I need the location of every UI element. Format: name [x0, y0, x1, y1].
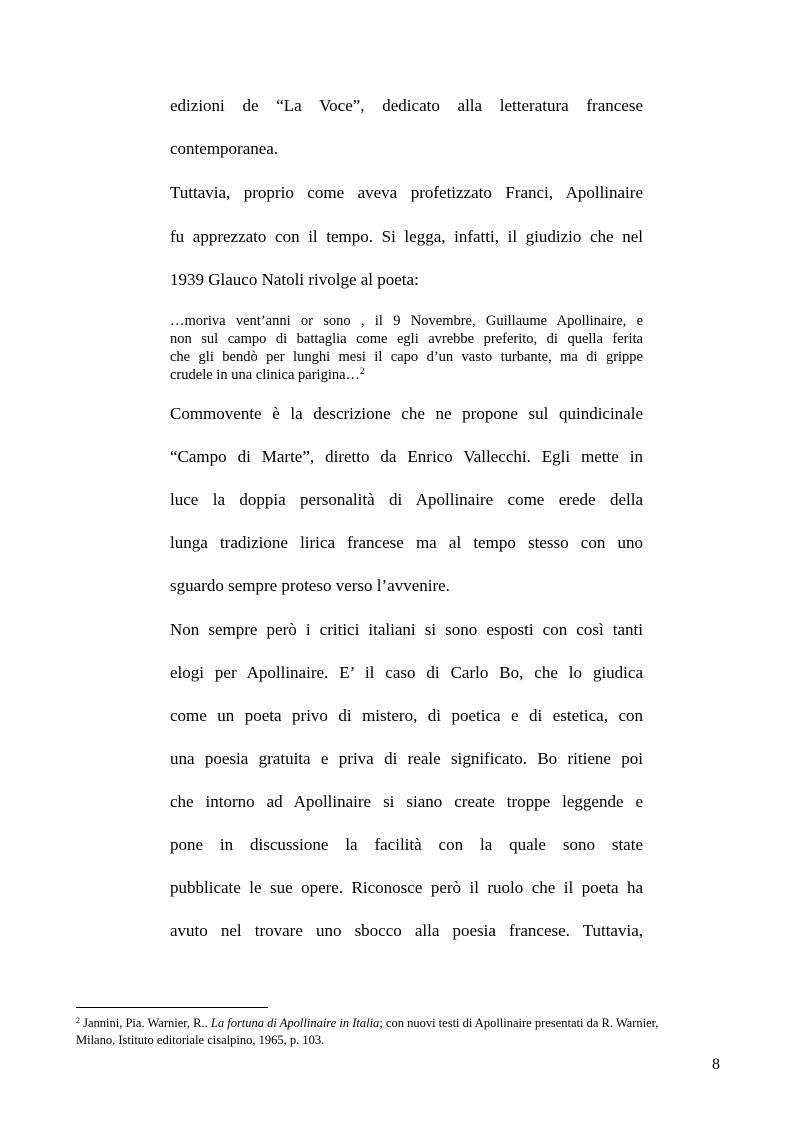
body-line-18: avuto nel trovare uno sbocco alla poesia francese. Tuttavia, [170, 921, 643, 940]
footnote-line-2: Milano, Istituto editoriale cisalpino, 1965, p. 103. [76, 1033, 325, 1047]
footnote-number: 2 [76, 1016, 80, 1025]
body-line-10: sguardo sempre proteso verso l’avvenire. [170, 576, 450, 595]
quote-line-4-text: crudele in una clinica parigina… [170, 367, 361, 383]
body-line-3: Tuttavia, proprio come aveva profetizzato Franci, Apollinaire [170, 183, 643, 202]
footnote-line-1 [76, 1015, 722, 1032]
footnote-divider [76, 1007, 268, 1008]
body-line-16: pone in discussione la facilità con la quale sono state [170, 835, 643, 854]
quote-line-1: …moriva vent’anni or sono , il 9 Novembre, Guillaume Apollinaire, e [170, 313, 643, 329]
footnote-text-after: ; con nuovi testi di Apollinaire presentati da R. Warnier, [379, 1016, 659, 1030]
body-line-8: luce la doppia personalità di Apollinaire come erede della [170, 490, 643, 509]
body-line-6: Commovente è la descrizione che ne propone sul quindicinale [170, 404, 643, 423]
body-line-9: lunga tradizione lirica francese ma al tempo stesso con uno [170, 533, 643, 552]
body-line-7: “Campo di Marte”, diretto da Enrico Vallecchi. Egli mette in [170, 447, 643, 466]
body-line-17: pubblicate le sue opere. Riconosce però il ruolo che il poeta ha [170, 878, 643, 897]
body-line-11: Non sempre però i critici italiani si sono esposti con così tanti [170, 620, 643, 639]
body-line-1: edizioni de “La Voce”, dedicato alla letteratura francese [170, 96, 643, 115]
body-line-2: contemporanea. [170, 139, 279, 158]
body-line-12: elogi per Apollinaire. E’ il caso di Carlo Bo, che lo giudica [170, 663, 643, 682]
body-line-15: che intorno ad Apollinaire si siano create troppe leggende e [170, 792, 643, 811]
footnote-text-before: Jannini, Pia. Warnier, R.. [80, 1016, 211, 1030]
quote-line-2: non sul campo di battaglia come egli avrebbe preferito, di quella ferita [170, 331, 643, 347]
quote-line-4 [170, 366, 643, 384]
page-number: 8 [712, 1056, 720, 1073]
body-line-4: fu apprezzato con il tempo. Si legga, infatti, il giudizio che nel [170, 227, 643, 246]
footnote-book-title: La fortuna di Apollinaire in Italia [210, 1016, 380, 1030]
body-line-14: una poesia gratuita e priva di reale significato. Bo ritiene poi [170, 749, 643, 768]
footnote-reference: 2 [360, 366, 365, 376]
body-line-5: 1939 Glauco Natoli rivolge al poeta: [170, 270, 419, 289]
body-line-13: come un poeta privo di mistero, di poetica e di estetica, con [170, 706, 643, 725]
quote-line-3: che gli bendò per lunghi mesi il capo d’un vasto turbante, ma di grippe [170, 349, 643, 365]
